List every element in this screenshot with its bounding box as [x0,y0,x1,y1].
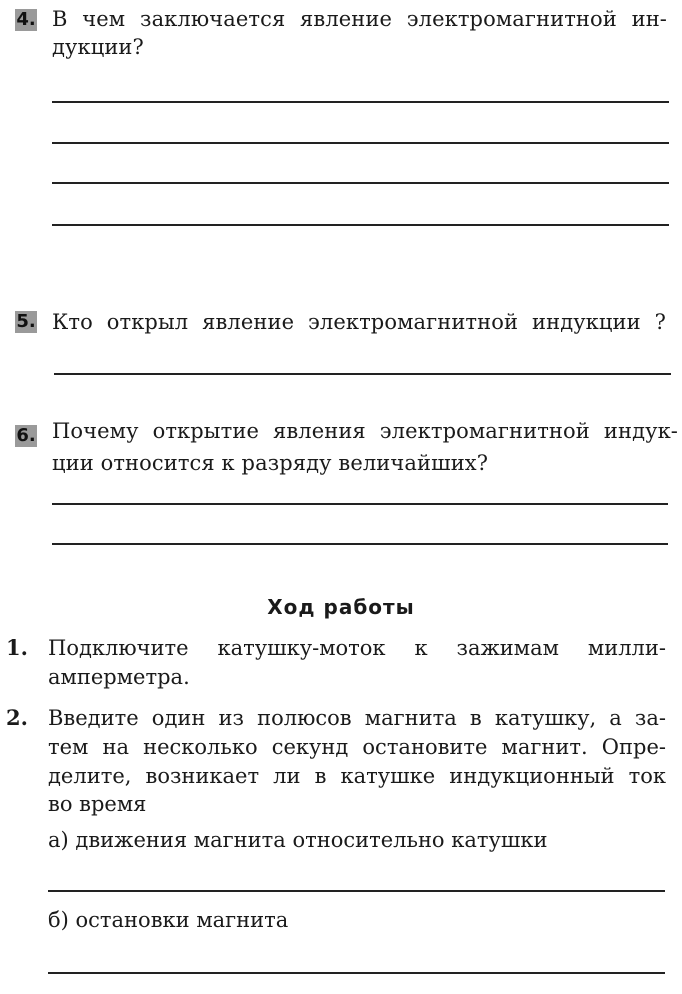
step-text-line: амперметра. [48,665,190,689]
answer-line[interactable] [48,972,665,974]
section-heading: Ход работы [267,595,415,619]
answer-line[interactable] [54,373,671,375]
step-text-line: Подключите катушку-моток к зажимам милли- [48,636,666,660]
answer-line[interactable] [52,101,669,103]
answer-line[interactable] [52,503,668,505]
answer-line[interactable] [52,142,669,144]
step-number: 1. [6,635,28,660]
question-number-badge: 6. [16,425,36,446]
answer-line[interactable] [52,543,668,545]
answer-line[interactable] [52,182,669,184]
question-text-line: Почему открытие явления электромагнитной индук- [52,419,678,443]
subitem-label: а) движения магнита относительно катушки [48,828,548,852]
question-text-line: ции относится к разряду величайших? [52,451,489,475]
question-number-badge: 4. [16,9,36,30]
question-number-badge: 5. [16,311,36,332]
question-text-line: Кто открыл явление электромагнитной индукции ? [52,310,666,334]
step-text-line: Введите один из полюсов магнита в катушку, а за- [48,706,666,730]
question-text-line: В чем заключается явление электромагнитной ин- [52,7,667,31]
step-number: 2. [6,705,28,730]
answer-line[interactable] [48,890,665,892]
step-text-line: во время [48,792,147,816]
step-text-line: делите, возникает ли в катушке индукционный ток [48,764,666,788]
question-text-line: дукции? [52,35,144,59]
step-text-line: тем на несколько секунд остановите магнит. Опре- [48,735,666,759]
subitem-label: б) остановки магнита [48,908,289,932]
answer-line[interactable] [52,224,669,226]
